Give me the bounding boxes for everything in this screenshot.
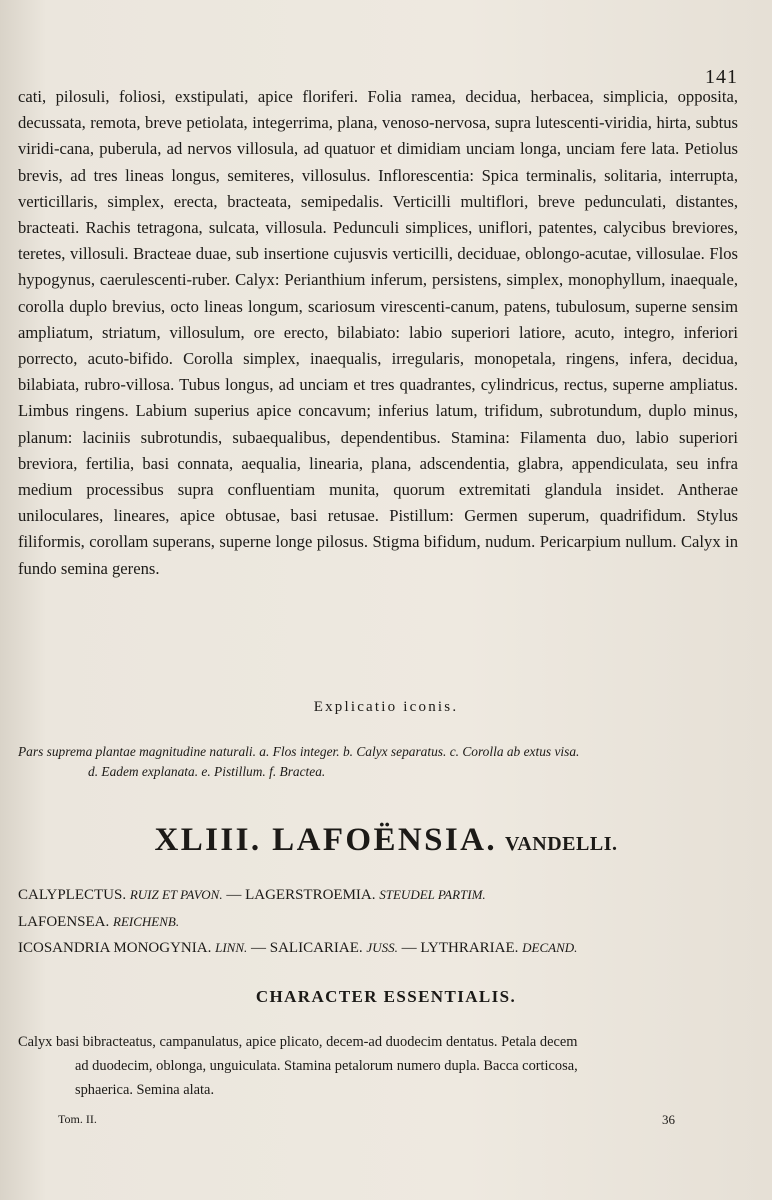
explicatio-line-1: Pars suprema plantae magnitudine naturali. a. Flos integer. b. Calyx separatus. c. Corolla ab extus visa. bbox=[18, 744, 580, 759]
classification-name: — LYTHRARIAE. bbox=[401, 940, 519, 956]
synonym-author: REICHENB. bbox=[113, 913, 180, 929]
classification-name: ICOSANDRIA MONOGYNIA. bbox=[18, 940, 212, 956]
classification-author: JUSS. bbox=[366, 940, 398, 955]
genus-title: XLIII. LAFOËNSIA. bbox=[154, 822, 497, 858]
classification-line bbox=[18, 935, 748, 962]
synonyms-block bbox=[18, 882, 748, 962]
genus-author: VANDELLI. bbox=[504, 833, 618, 855]
character-line-3: sphaerica. Semina alata. bbox=[75, 1082, 215, 1098]
description-paragraph: cati, pilosuli, foliosi, exstipulati, apice floriferi. Folia ramea, decidua, herbacea, simplicia, opposita, decussata, remota, breve petiolata, integerrima, plana, venoso-nervosa, supra lutescenti-viridia, hirta, subtus viridi-cana, puberula, ad nervos villosula, ad quatuor et dimidiam unciam longa, unciam fere lata. Petiolus brevis, ad tres lineas longus, semiteres, villosulus. Inflorescentia: Spica terminalis, solitaria, interrupta, verticillaris, simplex, erecta, bracteata, semipedalis. Verticilli multiflori, breve pedunculati, distantes, bracteati. Rachis tetragona, sulcata, villosula. Pedunculi simplices, uniflori, patentes, calycibus breviores, teretes, villosuli. Bracteae duae, sub insertione cujusvis verticilli, deciduae, oblongo-acutae, villosulae. Flos hypogynus, caerulescenti-ruber. Calyx: Perianthium inferum, persistens, simplex, monophyllum, inaequale, corolla duplo brevius, octo lineas longum, scariosum virescenti-canum, patens, tubulosum, superne sensim ampliatum, striatum, villosulum, ore erecto, bilabiato: labio superiori latiore, acuto, integro, inferiori porrecto, acuto-bifido. Corolla simplex, inaequalis, irregularis, monopetala, ringens, infera, decidua, bilabiata, rubro-villosa. Tubus longus, ad unciam et tres quadrantes, cylindricus, rectus, superne ampliatus. Limbus ringens. Labium superius apice concavum; inferius latum, trifidum, subrotundum, duplo minus, planum: laciniis subrotundis, subaequalibus, dependentibus. Stamina: Filamenta duo, labio superiori breviora, fertilia, basi connata, aequalia, linearia, plana, adscendentia, glabra, appendiculata, seu infra medium processibus supra confluentiam munita, quorum extremitati glandula insidet. Antherae uniloculares, lineares, apice obtusae, basi retusae. Pistillum: Germen superum, quadrifidum. Stylus filiformis, corollam superans, superne longe pilosus. Stigma bifidum, nudum. Pericarpium nullum. Calyx in fundo semina gerens. bbox=[18, 87, 738, 578]
character-text bbox=[18, 1030, 742, 1102]
volume-footer: Tom. II. bbox=[58, 1112, 97, 1126]
genus-heading bbox=[0, 822, 772, 859]
character-line-1: Calyx basi bibracteatus, campanulatus, apice plicato, decem-ad duodecim dentatus. Petala decem bbox=[18, 1034, 578, 1050]
synonym-line bbox=[18, 909, 748, 936]
explicatio-heading: Explicatio iconis. bbox=[313, 699, 459, 715]
page-number: 141 bbox=[705, 66, 738, 88]
classification-name: — SALICARIAE. bbox=[251, 940, 363, 956]
synonym-name: LAFOENSEA. bbox=[18, 913, 110, 930]
explicatio-line-2: d. Eadem explanata. e. Pistillum. f. Bractea. bbox=[88, 764, 326, 779]
classification-author: LINN. bbox=[215, 940, 248, 955]
explicatio-text bbox=[18, 742, 742, 782]
synonym-line bbox=[18, 882, 748, 909]
character-line-2: ad duodecim, oblonga, unguiculata. Stamina petalorum numero dupla. Bacca corticosa, bbox=[75, 1058, 578, 1074]
synonym-name: — LAGERSTROEMIA. bbox=[226, 887, 376, 903]
classification-author: DECAND. bbox=[522, 940, 578, 955]
synonym-name: CALYPLECTUS. bbox=[18, 887, 127, 903]
synonym-author: STEUDEL PARTIM. bbox=[379, 887, 486, 902]
synonym-author: RUIZ ET PAVON. bbox=[129, 887, 223, 902]
character-heading: CHARACTER ESSENTIALIS. bbox=[255, 987, 517, 1006]
signature-mark: 36 bbox=[662, 1112, 675, 1127]
